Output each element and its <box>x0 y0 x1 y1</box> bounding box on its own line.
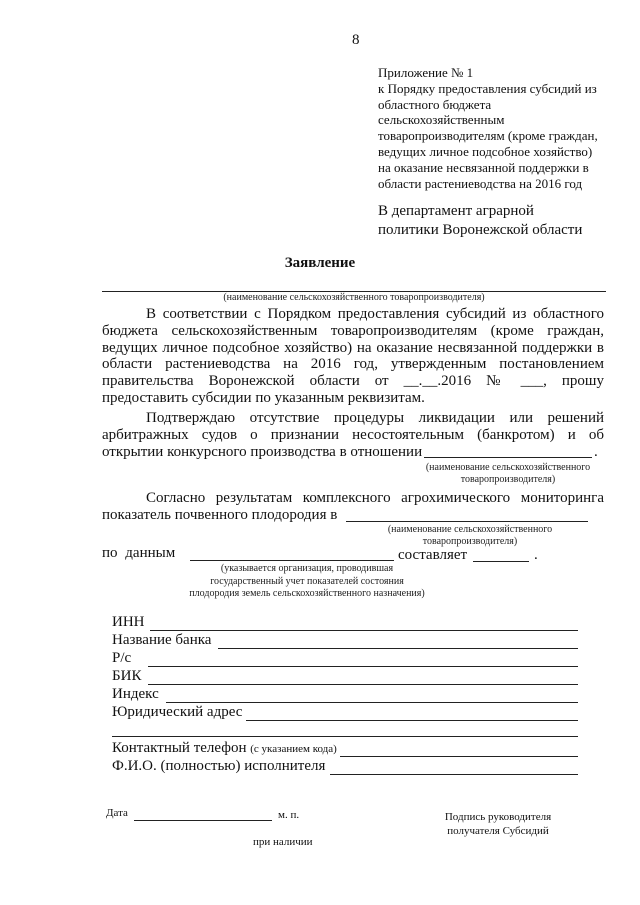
document-title: Заявление <box>284 255 356 271</box>
contact-phone-row <box>112 740 337 757</box>
paragraph-subsidy-request <box>102 306 604 407</box>
date-label: Дата <box>106 807 128 819</box>
addressee-line: политики Воронежской области <box>378 222 583 238</box>
executor-line[interactable] <box>330 759 578 775</box>
signature-line: Подпись руководителя <box>444 811 552 823</box>
producer-name-line[interactable] <box>102 278 606 292</box>
para3-line: показатель почвенного плодородия в <box>102 506 338 523</box>
para2-caption-line: товаропроизводителя) <box>460 474 556 485</box>
signature-line: получателя Субсидий <box>447 825 549 837</box>
annex-line: на оказание несвязанной поддержки в <box>378 159 589 175</box>
para1-line: области растениеводства на 2016 год, утвержденным постановлением <box>102 356 604 373</box>
executor-label: Ф.И.О. (полностью) исполнителя <box>112 758 326 774</box>
para1-line: ведущих личное подсобное хозяйство) на оказание несвязанной поддержки в <box>102 339 604 356</box>
data-row-caption-line: государственный учет показателей состояния <box>210 575 404 587</box>
annex-line: области растениеводства на 2016 год <box>378 175 583 191</box>
para1-line: предоставить субсидии по указанным реквизитам. <box>102 389 425 406</box>
stamp-note: при наличии <box>253 836 313 848</box>
data-row-caption-line: (указывается организация, проводившая <box>220 563 394 574</box>
producer-caption: (наименование сельскохозяйственного товаропроизводителя) <box>223 292 485 303</box>
stamp-label: м. п. <box>278 809 300 821</box>
para3-caption-line: (наименование сельскохозяйственного <box>387 524 553 535</box>
annex-line: Приложение № 1 <box>378 65 474 80</box>
contact-phone-line[interactable] <box>340 741 578 757</box>
field-label-account: Р/с <box>112 650 132 666</box>
annex-line: ведущих личное подсобное хозяйство) <box>378 143 593 159</box>
annex-line: областного бюджета <box>378 96 492 112</box>
contact-phone-note: (с указанием кода) <box>250 743 337 755</box>
data-row-caption-line: плодородия земель сельскохозяйственного назначения) <box>189 588 425 599</box>
date-line[interactable] <box>134 808 272 821</box>
para2-line: арбитражных судов о признании несостоятельным (банкротом) и об <box>102 426 604 443</box>
annex-line: товаропроизводителям (кроме граждан, <box>378 128 598 144</box>
field-inn-line[interactable] <box>150 615 578 631</box>
field-bik-line[interactable] <box>148 669 578 685</box>
field-label-index: Индекс <box>112 686 159 702</box>
field-label-bank: Название банка <box>112 632 212 648</box>
annex-block <box>378 65 598 191</box>
data-row-caption <box>180 563 434 601</box>
field-label-bik: БИК <box>112 668 142 684</box>
contact-phone-label: Контактный телефон <box>112 740 247 756</box>
field-label-address: Юридический адрес <box>112 704 243 720</box>
para1-line: бюджета сельскохозяйственным товаропроизводителям (кроме граждан, <box>102 322 604 339</box>
para1-line: правительства Воронежской области от __.__.2016 № ___, прошу <box>102 373 604 390</box>
para3-producer-line[interactable] <box>346 508 588 522</box>
value-line[interactable] <box>473 548 529 562</box>
para2-caption <box>410 462 606 486</box>
data-row-prefix: по данным <box>102 545 176 561</box>
para2-line: Подтверждаю отсутствие процедуры ликвидации или решений <box>146 410 604 426</box>
para2-line: открытии конкурсного производства в отношении <box>102 443 423 460</box>
field-account-line[interactable] <box>148 651 578 667</box>
addressee-block <box>378 202 582 240</box>
para2-producer-line[interactable] <box>424 444 592 458</box>
para1-line: В соответствии с Порядком предоставления субсидий из областного <box>146 306 604 322</box>
para2-end-dot: . <box>594 444 598 460</box>
signature-caption <box>438 810 558 838</box>
para3-line: Согласно результатам комплексного агрохимического мониторинга <box>146 490 604 506</box>
data-row-mid: составляет <box>398 547 468 563</box>
data-row-end: . <box>534 547 538 563</box>
field-index-line[interactable] <box>166 687 578 703</box>
field-label-inn: ИНН <box>112 614 145 630</box>
field-address-line-2[interactable] <box>112 722 578 737</box>
para3-caption <box>360 524 580 548</box>
para3-caption-line: товаропроизводителя) <box>422 536 518 547</box>
addressee-line: В департамент аграрной <box>378 203 534 219</box>
para2-caption-line: (наименование сельскохозяйственного <box>425 462 591 473</box>
annex-line: сельскохозяйственным <box>378 112 505 128</box>
field-address-line[interactable] <box>246 705 578 721</box>
annex-line: к Порядку предоставления субсидий из <box>378 80 597 96</box>
page-number: 8 <box>352 32 360 48</box>
field-bank-line[interactable] <box>218 633 578 649</box>
organization-line[interactable] <box>190 546 394 561</box>
